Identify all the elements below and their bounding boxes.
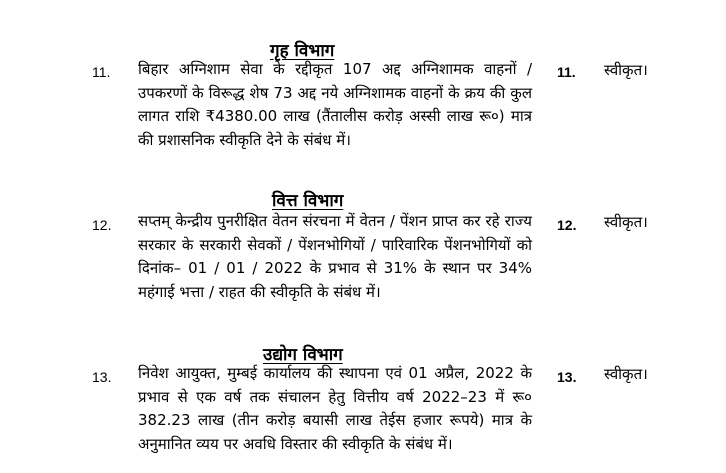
result-number: 12. bbox=[557, 217, 577, 233]
result-number: 11. bbox=[557, 64, 576, 80]
item-number: 11. bbox=[92, 64, 111, 80]
item-number: 13. bbox=[92, 369, 112, 385]
section-heading-industries-department: उद्योग विभाग bbox=[263, 345, 343, 365]
result-number: 13. bbox=[557, 369, 577, 385]
result-status: स्वीकृत। bbox=[604, 365, 648, 383]
item-description: बिहार अग्निशाम सेवा के रद्दीकृत 107 अद्द अग्निशामक वाहनों / उपकरणों के विरूद्ध शेष 73 अद्द नये अग्निशामक वाहनों के क्रय की कुल लागत राशि ₹4380.00 लाख (तैंतालीस करोड़ अस्सी लाख रू०) मात्र की प्रशासनिक स्वीकृति देने के संबंध में। bbox=[138, 60, 532, 149]
item-number: 12. bbox=[92, 217, 112, 233]
result-status: स्वीकृत। bbox=[604, 213, 648, 231]
section-heading-home-department: गृह विभाग bbox=[270, 41, 335, 61]
item-description: निवेश आयुक्त, मुम्बई कार्यालय की स्थापना एवं 01 अप्रैल, 2022 के प्रभाव से एक वर्ष तक संचालन हेतु वित्तीय वर्ष 2022–23 में रू० 382.23 लाख (तीन करोड़ बयासी लाख तेईस हजार रूपये) मात्र के अनुमानित व्यय पर अवधि विस्तार की स्वीकृति के संबंध में। bbox=[138, 364, 532, 453]
result-status: स्वीकृत। bbox=[604, 61, 648, 79]
item-description: सप्तम् केन्द्रीय पुनरीक्षित वेतन संरचना में वेतन / पेंशन प्राप्त कर रहे राज्य सरकार के सरकारी सेवकों / पेंशनभोगियों / पारिवारिक पेंशनभोगियों को दिनांक– 01 / 01 / 2022 के प्रभाव से 31% के स्थान पर 34% महंगाई भत्ता / राहत की स्वीकृति के संबंध में। bbox=[138, 212, 532, 301]
section-heading-finance-department: वित्त विभाग bbox=[272, 191, 344, 211]
